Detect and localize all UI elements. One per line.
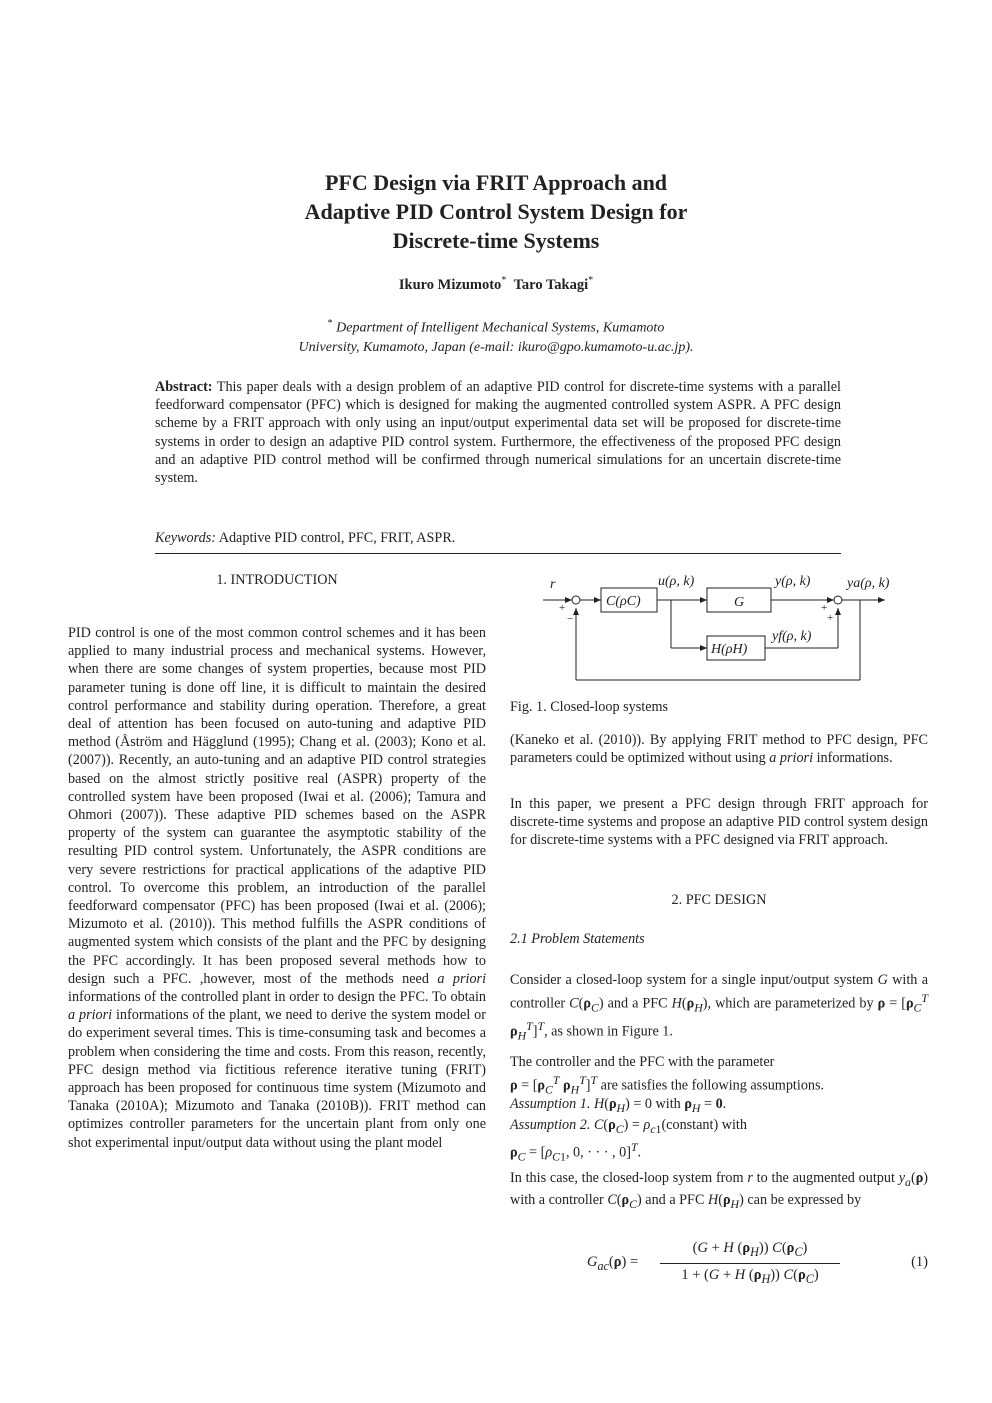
label-r: r [550,577,556,592]
symbol-C: C [569,995,579,1012]
section-2-heading: 2. PFC DESIGN [671,892,767,908]
symbol-G: G [877,972,888,988]
right-apriori: a priori [769,750,814,767]
equation-1 [510,1240,928,1290]
author-1: Ikuro Mizumoto [398,276,502,293]
label-plus-2: + [821,602,828,614]
s2p1-text-d: which are parameterized by [715,995,874,1012]
label-plus-1: + [559,602,566,614]
assumption-1-text: with [655,1096,681,1112]
equation-number: (1) [911,1254,928,1270]
author-2-mark: * [588,275,594,286]
equation-fraction [660,1240,840,1287]
abstract-label: Abstract: [155,379,213,395]
title-line-1: PFC Design via FRIT Approach and [324,170,668,195]
section-1-heading: 1. INTRODUCTION [216,572,338,588]
intro-paragraph [68,624,486,1152]
right-para-1 [510,731,928,767]
section-2-para-2: The controller and the PFC with the parameter $\rho = [\rho_C^T$ $\rho_H^T]^T$ are satisfies the following assumptions. [510,1054,825,1097]
affiliation [0,314,992,357]
keywords-text: Adaptive PID control, PFC, FRIT, ASPR. [218,530,456,546]
author-2: Taro Takagi [513,276,589,293]
keywords-label: Keywords: [155,530,216,546]
affiliation-mark: * [327,318,333,329]
s2p1-text-c: and a PFC [607,995,668,1012]
author-1-mark: * [501,275,507,286]
s2p3-text-e: can be expressed by [747,1192,862,1209]
s2p1-text-e: , as shown in Figure 1. [544,1023,673,1040]
label-ya: ya(ρ, k) [847,576,890,591]
s2p2-text-a: The controller and the PFC with the parameter [510,1054,775,1070]
assumption-2-label: Assumption 2. [510,1117,591,1133]
assumption-2: Assumption 2. $C(\rho_C)$ = $\rho_{c1}(constant)$ with $\rho_C = [\rho_{C1}$, 0, · · · , 0]$^T$. [510,1117,747,1164]
right-text-b: informations. [816,750,893,767]
closed-loop-diagram [535,568,910,688]
label-y: y(ρ, k) [775,574,811,589]
paper-title [0,168,992,255]
s2p3-text-b: to the augmented output [756,1170,895,1186]
assumption-1-label: Assumption 1. [510,1096,591,1112]
intro-text-a: PID control is one of the most common control schemes and it has been applied to many industrial process and mechanical systems. However, when there are some changes of system properties, because most PID parameter tuning is done off line, it is difficult to maintain the desired control performance and stability during operation. Therefore, a great deal of attention has been focused on auto-tuning and adaptive PID method (Åström and Hägglund (1995); Chang et al. (2003); Kono et al. (2007)). Recently, an auto-tuning and an adaptive PID control strategies based on the almost strictly positive real (ASPR) property of the controlled system have been proposed (Iwai et al. (2006); Tamura and Ohmori (2007)). These adaptive PID schemes based on the ASPR property of the system can guarantee the asymptotic stability of the resulting PID control system. Unfortunately, the ASPR conditions are very severe restrictions for practical applications of the adaptive PID control. To overcome this problem, an introduction of the parallel feedforward compensator (PFC) has been proposed (Iwai et al. (2006); Mizumoto et al. (2010)). This method fulfills the ASPR conditions of augmented system which consists of the plant and the PFC by designing the PFC accordingly. It has been proposed several methods how to design such a PFC. ,however, most of the methods need [68,625,486,987]
section-2-para-1: Consider a closed-loop system for a single input/output system G with a controller $C(\rho_C)$ and a PFC $H(\rho_H)$, which are parameterized by $\rho = [\rho_C^T$ $\rho_H^T]^T$, as shown in Figure 1. [510,972,929,1043]
right-text-a: (Kaneko et al. (2010)). By applying FRIT method to PFC design, PFC parameters could be optimized without using [510,732,928,767]
equation-lhs: $G_{ac}(\rho)$ = [587,1254,639,1273]
label-plant: G [734,595,745,610]
label-u: u(ρ, k) [658,574,695,589]
title-line-2: Adaptive PID Control System Design for [304,199,688,224]
assumption-1: Assumption 1. $H(\rho_H) = 0$ with $\rho_H = 0$. [510,1096,727,1115]
label-minus: − [567,613,574,625]
s2p3-text-a: In this case, the closed-loop system from [510,1170,744,1186]
abstract-text: This paper deals with a design problem of an adaptive PID control for discrete-time systems with a parallel feedforward compensator (PFC) which is designed for making the augmented controlled system ASPR. A PFC design scheme by a FRIT approach with only using an input/output experimental data set will be proposed for discrete-time systems in order to design an adaptive PID control system. Furthermore, the effectiveness of the proposed PFC design and an adaptive PID control method will be confirmed through numerical simulations for an uncertain discrete-time system. [155,379,841,487]
s2p3-text-d: and a PFC [645,1192,705,1209]
s2p1-text-b: with a controller [510,972,929,1012]
authors [0,275,992,294]
label-plus-3: + [827,612,834,624]
assumption-2-text: (constant) with [661,1117,747,1133]
intro-text-b: informations of the controlled plant in order to design the PFC. To obtain [68,989,486,1006]
equation-denominator: 1 + (G + H $(\rho_H)$) $C(\rho_C)$ [681,1266,819,1286]
intro-text-c: informations of the plant, we need to derive the system model or do experiment several times. This is time-consuming task and becomes a problem when considering the time and costs. From this reason, recently, PFC design method via fictitious reference iterative tuning (FRIT) approach has been proposed for continuous time system (Mizumoto and Tanaka (2010A); Mizumoto and Tanaka (2010B)). FRIT method can optimizes controller parameters for the uncertain plant from only one shot experimental input/output data without using the plant model [68,1007,486,1151]
title-line-3: Discrete-time Systems [392,228,600,253]
label-yf: yf(ρ, k) [772,629,812,644]
affiliation-line-2: University, Kumamoto, Japan (e-mail: ikuro@gpo.kumamoto-u.ac.jp). [298,339,694,355]
section-2-para-3: In this case, the closed-loop system from r to the augmented output $y_a(\rho)$ with a controller $C(\rho_C)$ and a PFC $H(\rho_H)$ can be expressed by [510,1170,929,1211]
s2p3-text-c: with a controller [510,1192,604,1209]
right-para-2: In this paper, we present a PFC design through FRIT approach for discrete-time systems and propose an adaptive PID control system design for discrete-time systems with a PFC designed via FRIT approach. [510,796,928,849]
s2p1-text-a: Consider a closed-loop system for a single input/output system [510,972,874,988]
symbol-H: H [671,995,682,1012]
label-pfc: H(ρH) [711,642,748,657]
label-controller: C(ρC) [606,594,641,609]
intro-apriori-2: a priori [68,1007,113,1024]
figure-caption: Fig. 1. Closed-loop systems [510,699,669,715]
header-rule [155,553,841,554]
s2p2-text-b: are satisfies the following assumptions. [600,1077,825,1094]
keywords [155,530,841,547]
abstract [155,378,841,487]
subsection-2-1-heading: 2.1 Problem Statements [510,931,645,947]
intro-apriori-1: a priori [437,970,487,987]
equation-numerator: (G + H $(\rho_H)$) $C(\rho_C)$ [660,1240,840,1264]
affiliation-line-1: Department of Intelligent Mechanical Systems, Kumamoto [336,320,665,336]
